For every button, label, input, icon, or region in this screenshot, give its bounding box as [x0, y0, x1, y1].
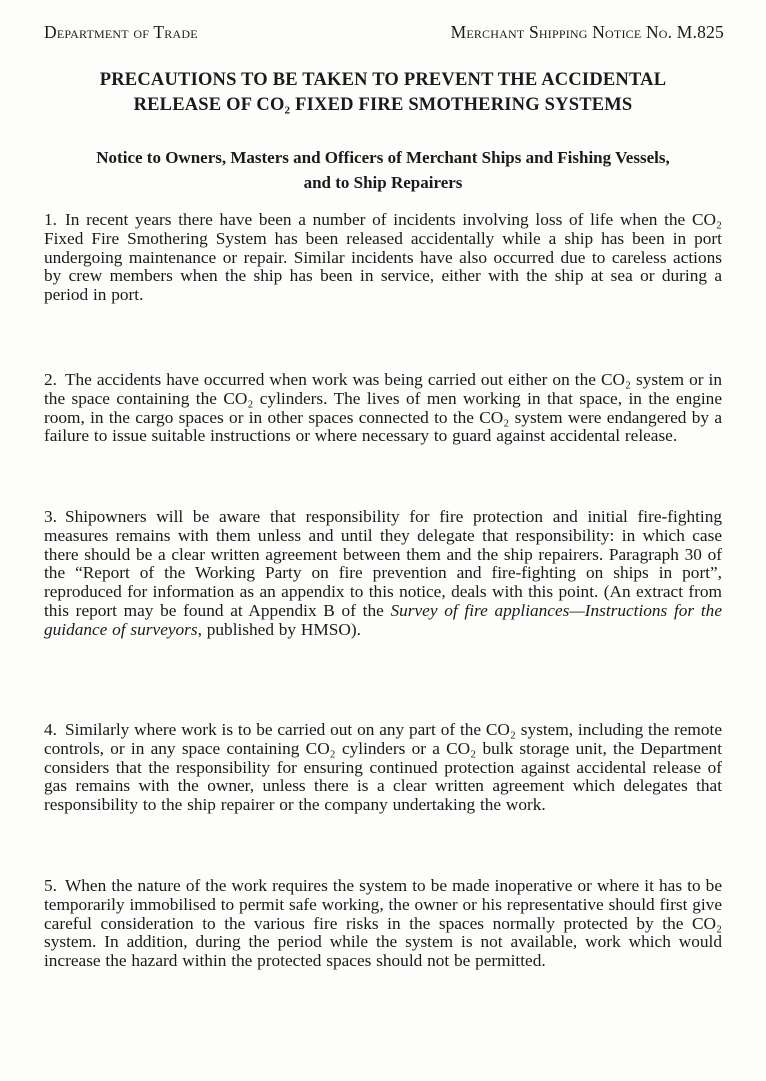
paragraph-number: 1. — [44, 210, 57, 229]
page-header — [44, 22, 724, 43]
paragraph-4 — [44, 721, 722, 815]
document-subtitle — [30, 145, 736, 195]
department-name: Department of Trade — [44, 22, 198, 42]
notice-number: Merchant Shipping Notice No. M.825 — [450, 22, 724, 42]
paragraph-number: 4. — [44, 720, 57, 739]
paragraph-1 — [44, 211, 722, 305]
title-line-2: RELEASE OF CO₂ FIXED FIRE SMOTHERING SYSTEMS — [133, 95, 633, 115]
paragraph-text-end: , published by HMSO). — [197, 619, 361, 639]
paragraph-number: 2. — [44, 370, 57, 389]
paragraph-text: Shipowners will be aware that responsibility for fire protection and initial fire-fighting measures remains with them unless and until they delegate that responsibility: in which case there should be a clear written agreement between them and the ship repairers. Paragraph 30 of the “Report of the Working Party on fire prevention and fire-fighting on ships in port”, reproduced for information as an appendix to this notice, deals with this point. (An extract from this report may be found at Appendix B of the — [44, 507, 722, 620]
paragraph-5 — [44, 877, 722, 971]
subtitle-line-1: Notice to Owners, Masters and Officers of Merchant Ships and Fishing Vessels, — [96, 148, 670, 167]
title-line-1: PRECAUTIONS TO BE TAKEN TO PREVENT THE ACCIDENTAL — [99, 70, 667, 90]
paragraph-text: The accidents have occurred when work was being carried out either on the CO₂ system or in the space containing the CO₂ cylinders. The lives of men working in that space, in the engine room, in the cargo spaces or in other spaces connected to the CO₂ system were endangered by a failure to issue suitable instructions or where necessary to guard against accidental release. — [44, 370, 722, 446]
document-title — [30, 68, 736, 118]
paragraph-text: When the nature of the work requires the system to be made inoperative or where it has to be temporarily immobilised to permit safe working, the owner or his representative should first give careful consideration to the various fire risks in the spaces normally protected by the CO₂ system. In addition, during the period while the system is not available, work which would increase the hazard within the protected spaces should not be permitted. — [44, 876, 722, 971]
paragraph-text: In recent years there have been a number of incidents involving loss of life when the CO₂ Fixed Fire Smothering System has been released accidentally while a ship has been in port undergoing maintenance or repair. Similar incidents have also occurred due to careless actions by crew members when the ship has been in service, either with the ship at sea or during a period in port. — [44, 210, 722, 305]
paragraph-text: Similarly where work is to be carried out on any part of the CO₂ system, including the remote controls, or in any space containing CO₂ cylinders or a CO₂ bulk storage unit, the Department considers that the responsibility for ensuring continued protection against accidental release of gas remains with the owner, unless there is a clear written agreement which delegates that responsibility to the ship repairer or the company undertaking the work. — [44, 720, 722, 815]
paragraph-number: 3. — [44, 507, 57, 526]
publication-title: Survey of fire appliances—Instructions for the guidance of surveyors — [44, 600, 722, 639]
paragraph-3 — [44, 508, 722, 640]
paragraph-number: 5. — [44, 876, 57, 895]
paragraph-2 — [44, 371, 722, 446]
subtitle-line-2: and to Ship Repairers — [303, 173, 463, 192]
